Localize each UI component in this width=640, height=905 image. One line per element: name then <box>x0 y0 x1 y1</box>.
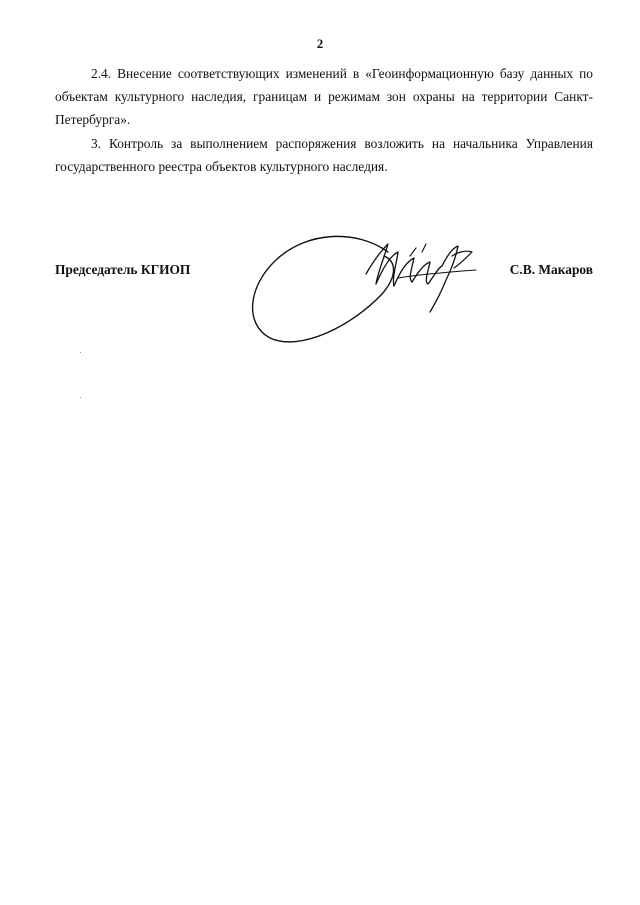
scan-speck <box>80 397 81 398</box>
scan-speck <box>80 352 81 353</box>
page-number: 2 <box>316 36 324 51</box>
signer-name: С.В. Макаров <box>509 262 593 277</box>
paragraph-3: 3. Контроль за выполнением распоряжения возложить на начальника Управления государственного реестра объектов культурного наследия. <box>55 135 593 174</box>
signer-title: Председатель КГИОП <box>55 262 191 277</box>
document-body <box>55 62 593 178</box>
handwritten-signature <box>248 212 480 348</box>
paragraph-2-4: 2.4. Внесение соответствующих изменений в «Геоинформационную базу данных по объектам культурного наследия, границам и режимам зон охраны на территории Санкт-Петербурга». <box>55 66 593 128</box>
